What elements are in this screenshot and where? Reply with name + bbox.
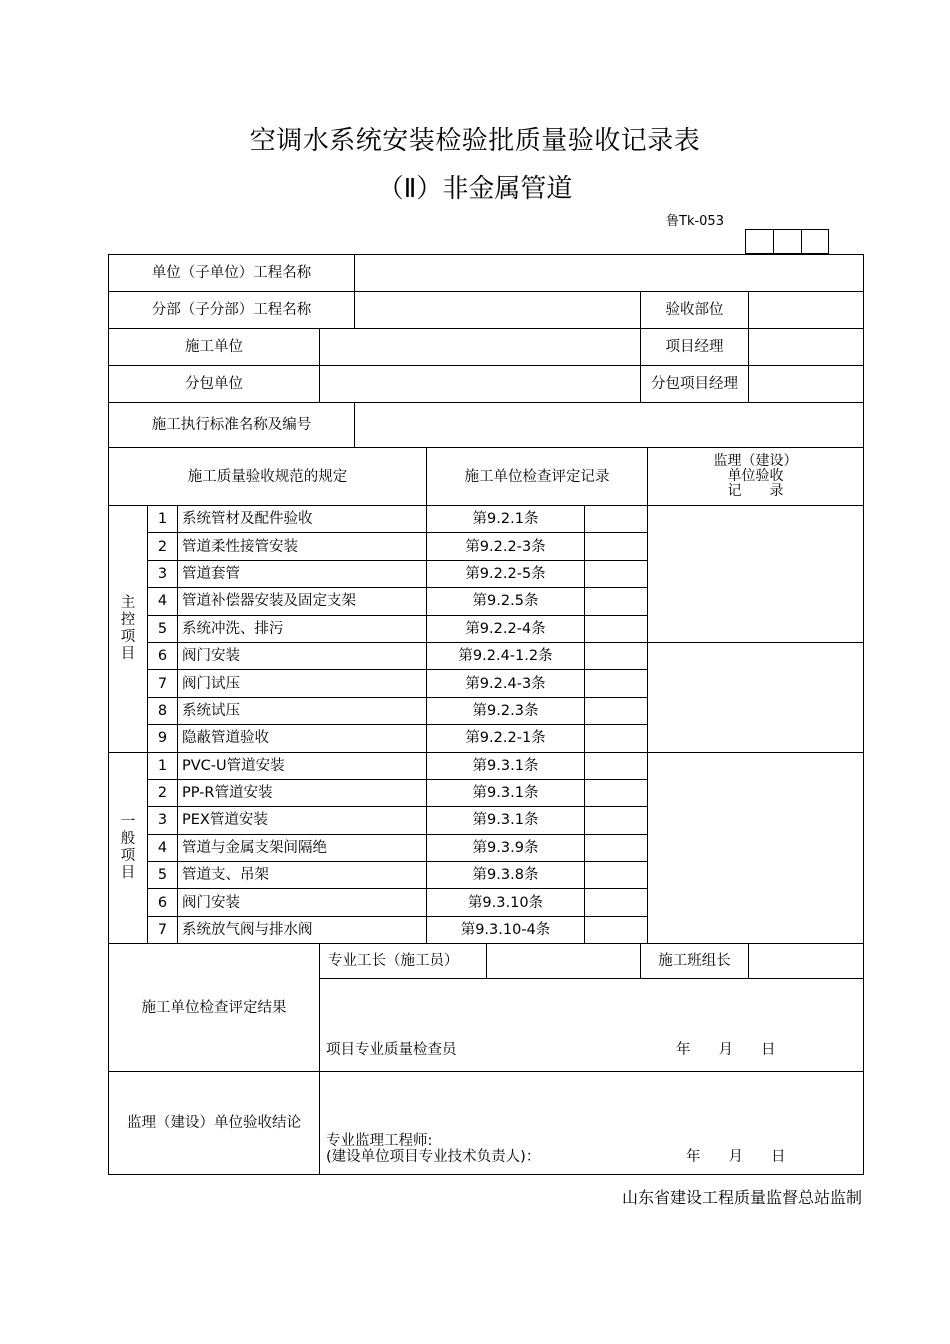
construction-unit-value[interactable] (320, 329, 641, 366)
item-clause: 第9.3.10条 (427, 889, 585, 916)
main-supervision-record-2[interactable] (648, 642, 864, 752)
item-name: 管道补偿器安装及固定支架 (178, 588, 427, 615)
item-clause: 第9.2.3条 (427, 697, 585, 724)
item-clause: 第9.3.10-4条 (427, 916, 585, 943)
item-no: 2 (148, 779, 178, 806)
subcontract-manager-label: 分包项目经理 (641, 366, 749, 403)
item-name: PEX管道安装 (178, 807, 427, 834)
unit-project-value[interactable] (355, 255, 864, 292)
construction-result-box[interactable] (320, 979, 864, 1072)
item-name: 管道套管 (178, 560, 427, 587)
supervision-column-header (648, 448, 864, 506)
supervision-header-line3: 记 录 (727, 483, 784, 499)
item-name: PVC-U管道安装 (178, 752, 427, 779)
item-name: 管道支、吊架 (178, 862, 427, 889)
supervision-date: 年 月 日 (686, 1148, 786, 1165)
subcontract-unit-label: 分包单位 (109, 366, 320, 403)
item-name: 管道柔性接管安装 (178, 533, 427, 560)
item-clause: 第9.2.1条 (427, 506, 585, 533)
form-subtitle: （Ⅱ）非金属管道 (377, 174, 573, 204)
supervision-header-line1: 监理（建设） (713, 453, 798, 469)
sub-project-value[interactable] (355, 292, 641, 329)
item-name: 管道与金属支架间隔绝 (178, 834, 427, 861)
foreman-label: 专业工长（施工员） (320, 944, 487, 979)
footer-note: 山东省建设工程质量监督总站监制 (621, 1188, 862, 1207)
supervision-conclusion-box[interactable] (320, 1072, 864, 1175)
standard-label: 施工执行标准名称及编号 (109, 403, 355, 448)
item-check-record[interactable] (585, 697, 648, 724)
item-check-record[interactable] (585, 670, 648, 697)
check-record-column-header: 施工单位检查评定记录 (427, 448, 648, 506)
item-no: 3 (148, 807, 178, 834)
item-clause: 第9.2.5条 (427, 588, 585, 615)
result-date: 年 月 日 (676, 1042, 776, 1059)
item-no: 7 (148, 916, 178, 943)
supervision-conclusion-label: 监理（建设）单位验收结论 (109, 1072, 320, 1175)
item-clause: 第9.2.2-4条 (427, 615, 585, 642)
item-check-record[interactable] (585, 588, 648, 615)
item-no: 1 (148, 752, 178, 779)
item-no: 6 (148, 642, 178, 669)
supervision-engineer-label: 专业监理工程师: (326, 1132, 433, 1149)
construction-unit-label: 施工单位 (109, 329, 320, 366)
item-name: 阀门安装 (178, 889, 427, 916)
team-leader-label: 施工班组长 (641, 944, 749, 979)
item-check-record[interactable] (585, 889, 648, 916)
serial-box-3[interactable] (801, 229, 829, 254)
item-no: 5 (148, 862, 178, 889)
item-name: 阀门安装 (178, 642, 427, 669)
item-name: 阀门试压 (178, 670, 427, 697)
form-title: 空调水系统安装检验批质量验收记录表 (249, 126, 701, 156)
inspector-label: 项目专业质量检查员 (326, 1042, 457, 1059)
item-check-record[interactable] (585, 779, 648, 806)
construction-result-label: 施工单位检查评定结果 (109, 944, 320, 1072)
item-no: 4 (148, 588, 178, 615)
item-clause: 第9.2.4-1.2条 (427, 642, 585, 669)
standard-value[interactable] (355, 403, 864, 448)
item-check-record[interactable] (585, 752, 648, 779)
item-check-record[interactable] (585, 916, 648, 943)
team-leader-value[interactable] (749, 944, 864, 979)
supervision-header-line2: 单位验收 (727, 468, 784, 484)
item-check-record[interactable] (585, 560, 648, 587)
item-check-record[interactable] (585, 533, 648, 560)
item-no: 7 (148, 670, 178, 697)
item-name: PP-R管道安装 (178, 779, 427, 806)
item-check-record[interactable] (585, 642, 648, 669)
item-clause: 第9.3.1条 (427, 807, 585, 834)
item-name: 隐蔽管道验收 (178, 725, 427, 752)
general-items-label: 一 般 项 目 (109, 752, 148, 944)
item-name: 系统放气阀与排水阀 (178, 916, 427, 943)
item-check-record[interactable] (585, 834, 648, 861)
item-no: 1 (148, 506, 178, 533)
item-check-record[interactable] (585, 506, 648, 533)
item-no: 3 (148, 560, 178, 587)
general-supervision-record[interactable] (648, 752, 864, 944)
item-no: 6 (148, 889, 178, 916)
serial-box-1[interactable] (745, 229, 773, 254)
item-check-record[interactable] (585, 862, 648, 889)
item-clause: 第9.3.1条 (427, 752, 585, 779)
main-items-label: 主 控 项 目 (109, 506, 148, 753)
acceptance-part-value[interactable] (749, 292, 864, 329)
unit-project-label: 单位（子单位）工程名称 (109, 255, 355, 292)
acceptance-part-label: 验收部位 (641, 292, 749, 329)
spec-column-header: 施工质量验收规范的规定 (109, 448, 427, 506)
item-no: 4 (148, 834, 178, 861)
item-clause: 第9.2.2-3条 (427, 533, 585, 560)
item-clause: 第9.2.2-1条 (427, 725, 585, 752)
owner-tech-lead-label: (建设单位项目专业技术负责人)： (326, 1148, 541, 1165)
item-name: 系统管材及配件验收 (178, 506, 427, 533)
item-clause: 第9.3.8条 (427, 862, 585, 889)
item-no: 2 (148, 533, 178, 560)
project-manager-label: 项目经理 (641, 329, 749, 366)
item-name: 系统冲洗、排污 (178, 615, 427, 642)
subcontract-manager-value[interactable] (749, 366, 864, 403)
item-no: 9 (148, 725, 178, 752)
item-no: 5 (148, 615, 178, 642)
foreman-value[interactable] (487, 944, 641, 979)
item-clause: 第9.3.9条 (427, 834, 585, 861)
item-clause: 第9.3.1条 (427, 779, 585, 806)
item-name: 系统试压 (178, 697, 427, 724)
main-supervision-record-1[interactable] (648, 506, 864, 643)
item-clause: 第9.2.2-5条 (427, 560, 585, 587)
serial-box-2[interactable] (773, 229, 801, 254)
item-check-record[interactable] (585, 615, 648, 642)
item-no: 8 (148, 697, 178, 724)
item-check-record[interactable] (585, 725, 648, 752)
form-code: 鲁Tk-053 (666, 214, 724, 229)
sub-project-label: 分部（子分部）工程名称 (109, 292, 355, 329)
item-check-record[interactable] (585, 807, 648, 834)
item-clause: 第9.2.4-3条 (427, 670, 585, 697)
subcontract-unit-value[interactable] (320, 366, 641, 403)
acceptance-table (108, 254, 864, 1175)
project-manager-value[interactable] (749, 329, 864, 366)
